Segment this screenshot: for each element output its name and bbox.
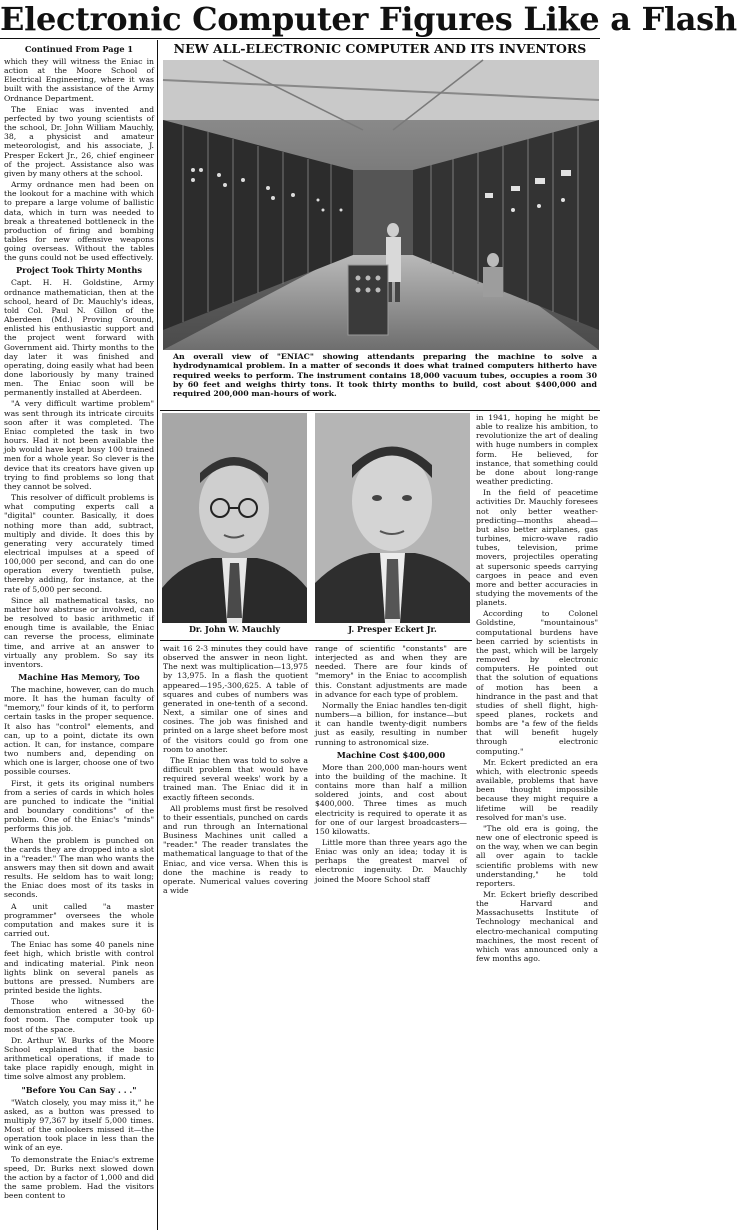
col4-paragraph: Mr. Eckert briefly described the Harvard and Massachusetts Institute of Technology mechanical and electro-mechanical computing machines, the most recent of which was announced only a few months ago. <box>476 889 598 964</box>
col4-paragraph: in 1941, hoping he might be able to realize his ambition, to revolutionize the art of dealing with huge numbers in complex form. He believed, for instance, that something could be done about long-range weather predicting. <box>476 413 598 487</box>
eniac-room-illustration <box>163 60 599 350</box>
col4-paragraph: According to Colonel Goldstine, "mountainous" computational burdens have been carried by scientists in the past, which will be largely removed by electronic computers. He pointed out that the solution of equations of motion has been a hindrance in the past and that studies of shell flight, high-speed planes, rockets and bombs are "a few of the fields that will benefit hugely through electronic computing." <box>476 609 598 756</box>
caption-rule <box>160 410 600 411</box>
eckert-portrait <box>315 413 470 623</box>
col1-paragraph: which they will witness the Eniac in action at the Moore School of Electrical Engineering, where it was built with the assistance of the Army Ordnance Department. <box>4 57 154 103</box>
subheading-before: "Before You Can Say . . ." <box>21 1084 137 1095</box>
continued-kicker: Continued From Page 1 <box>24 44 134 54</box>
col4-paragraph: "The old era is going, the new one of electronic speed is on the way, when we can begin all over again to tackle scientific problems with new understanding," he told reporters. <box>476 823 598 888</box>
headline-rule <box>0 38 600 39</box>
col3-paragraph: More than 200,000 man-hours went into the building of the machine. It contains more than half a million soldered joints, and cost about $400,000. Three times as much electricity is required to operate it as for one of our largest broadcasters—150 kilowatts. <box>315 762 467 836</box>
col1-paragraph: Capt. H. H. Goldstine, Army ordnance mathematician, then at the school, heard of Dr. Mauchly's ideas, told Col. Paul N. Gillon of the Aberdeen (Md.) Proving Ground, enlisted his enthusiastic support and the project went forward with Government aid. Thirty months to the day later it was finished and operating, doing easily what had been done laboriously by many trained men. The Eniac soon will be permanently installed at Aberdeen. <box>4 278 154 398</box>
portrait-bottom-rule <box>160 640 472 641</box>
col1-paragraph: "A very difficult wartime problem" was sent through its intricate circuits soon after it was completed. The Eniac completed the task in two hours. Had it not been available the job would have kept busy 100 trained men for a whole year. So clever is the device that its creators have given up trying to find problems so long that they cannot be solved. <box>4 399 154 491</box>
col1-paragraph: "Watch closely, you may miss it," he asked, as a button was pressed to multiply 97,367 by itself 5,000 times. Most of the onlookers missed it—the operation took place in less than the wink of an eye. <box>4 1097 154 1153</box>
mauchly-portrait <box>162 413 307 623</box>
col1-paragraph: Army ordnance men had been on the lookout for a machine with which to prepare a large volume of ballistic data, which in turn was needed to break a threatened bottleneck in the production of firing and bombing tables for new offensive weapons going overseas. Without the tables the guns could not be used effectively. <box>4 180 154 263</box>
eckert-portrait-illustration <box>315 413 470 623</box>
column-4 <box>476 413 598 964</box>
col1-paragraph: When the problem is punched on the cards they are dropped into a slot in a "reader." The man who wants the answers may then sit down and await results. He seldom has to wait long; the Eniac does most of its tasks in seconds. <box>4 835 154 900</box>
mauchly-portrait-illustration <box>162 413 307 623</box>
col1-paragraph: The machine, however, can do much more. It has the human faculty of "memory," four kinds of it, to perform certain tasks in the proper sequence. It also has "control" elements, and can, up to a point, dictate its own action. It can, for instance, compare two numbers and, depending on which one is larger, choose one of two possible courses. <box>4 685 154 777</box>
headline: Electronic Computer Figures Like a Flash <box>0 0 737 38</box>
subheading-cost: Machine Cost $400,000 <box>336 749 446 760</box>
col1-paragraph: Dr. Arthur W. Burks of the Moore School explained that the basic arithmetical operations, if made to take place rapidly enough, might in time solve almost any problem. <box>4 1035 154 1082</box>
eckert-caption: J. Presper Eckert Jr. <box>348 624 437 634</box>
col3-paragraph: Normally the Eniac handles ten-digit numbers—a billion, for instance—but it can handle twenty-digit numbers just as easily, resulting in number running to astronomical size. <box>315 700 467 747</box>
col1-paragraph: Since all mathematical tasks, no matter how abstruse or involved, can be resolved to basic arithmetic if enough time is available, the Eniac can reverse the process, eliminate time, and arrive at an answer to virtually any problem. So say its inventors. <box>4 595 154 669</box>
col3-paragraph: Little more than three years ago the Eniac was only an idea; today it is perhaps the greatest marvel of electronic ingenuity. Dr. Mauchly joined the Moore School staff <box>315 837 467 884</box>
col1-paragraph: Those who witnessed the demonstration entered a 30-by 60-foot room. The computer took up most of the space. <box>4 997 154 1034</box>
col2-paragraph: The Eniac then was told to solve a difficult problem that would have required several weeks' work by a trained man. The Eniac did it in exactly fifteen seconds. <box>163 755 308 802</box>
col1-paragraph: The Eniac was invented and perfected by two young scientists of the school, Dr. John William Mauchly, 38, a physicist and amateur meteorologist, and his associate, J. Presper Eckert Jr., 26, chief engineer of the project. Assistance also was given by many others at the school. <box>4 104 154 178</box>
eniac-room-photo <box>163 60 599 350</box>
col4-paragraph: Mr. Eckert predicted an era which, with electronic speeds available, problems that have been thought impossible because they might require a lifetime will be readily resolved for man's use. <box>476 757 598 822</box>
col2-paragraph: All problems must first be resolved to their essentials, punched on cards and run through an International Business Machines unit called a "reader." The reader translates the mathematical language to that of the Eniac, and vice versa. When this is done the machine is ready to operate. Numerical values covering a wide <box>163 803 308 896</box>
column-1 <box>4 41 154 1229</box>
col1-paragraph: A unit called "a master programmer" oversees the whole computation and makes sure it is carried out. <box>4 901 154 939</box>
col2-paragraph: wait 16 2-3 minutes they could have observed the answer in neon light. The next was multiplication—13,975 by 13,975. In a flash the quotient appeared—195,-300,625. A table of squares and cubes of numbers was generated in one-tenth of a second. Next, a similar one of sines and cosines. The job was finished and printed on a large sheet before most of the visitors could go from one room to another. <box>163 644 308 754</box>
main-photo-caption: An overall view of "ENIAC" showing attendants preparing the machine to solve a hydrodynamical problem. In a matter of seconds it does what trained computers hitherto have required weeks to perform. The instrument contains 18,000 vacuum tubes, occupies a room 30 by 60 feet and weighs thirty tons. It took thirty months to build, cost about $400,000 and required 200,000 man-hours of work. <box>173 352 597 399</box>
col1-paragraph: The Eniac has some 40 panels nine feet high, which bristle with control and indicating material. Pink neon lights blink on several panels as buttons are pressed. Numbers are printed beside the lights. <box>4 940 154 995</box>
col4-paragraph: In the field of peacetime activities Dr. Mauchly foresees not only better weather-predicting—months ahead—but also better airplanes, gas turbines, micro-wave radio tubes, television, prime movers, projectiles operating at supersonic speeds carrying cargoes in peace and even more and better accuracies in studying the movements of the planets. <box>476 488 598 608</box>
col3-paragraph: range of scientific "constants" are interjected as and when they are needed. There are four kinds of "memory" in the Eniac to accomplish this. Constant adjustments are made in advance for each type of problem. <box>315 644 467 699</box>
subheading-project: Project Took Thirty Months <box>16 265 142 276</box>
col1-paragraph: To demonstrate the Eniac's extreme speed, Dr. Burks next slowed down the action by a factor of 1,000 and did the same problem. Had the visitors been content to <box>4 1154 154 1201</box>
col1-paragraph: This resolver of difficult problems is what computing experts call a "digital" counter. Basically, it does nothing more than add, subtract, multiply and divide. It does this by generating very accurately timed electrical impulses at a speed of 100,000 per second, and can do one operation every twentieth pulse, thereby adding, for instance, at the rate of 5,000 per second. <box>4 493 154 594</box>
mauchly-caption: Dr. John W. Mauchly <box>188 624 281 634</box>
subheading-memory: Machine Has Memory, Too <box>18 672 140 682</box>
photo-section-title: NEW ALL-ELECTRONIC COMPUTER AND ITS INVENTORS <box>173 41 587 56</box>
column-divider <box>157 40 158 1230</box>
column-3 <box>315 644 467 964</box>
column-2 <box>163 644 308 964</box>
col1-paragraph: First, it gets its original numbers from a series of cards in which holes are punched to indicate the "initial and boundary conditions" of the problem. One of the Eniac's "minds" performs this job. <box>4 778 154 834</box>
